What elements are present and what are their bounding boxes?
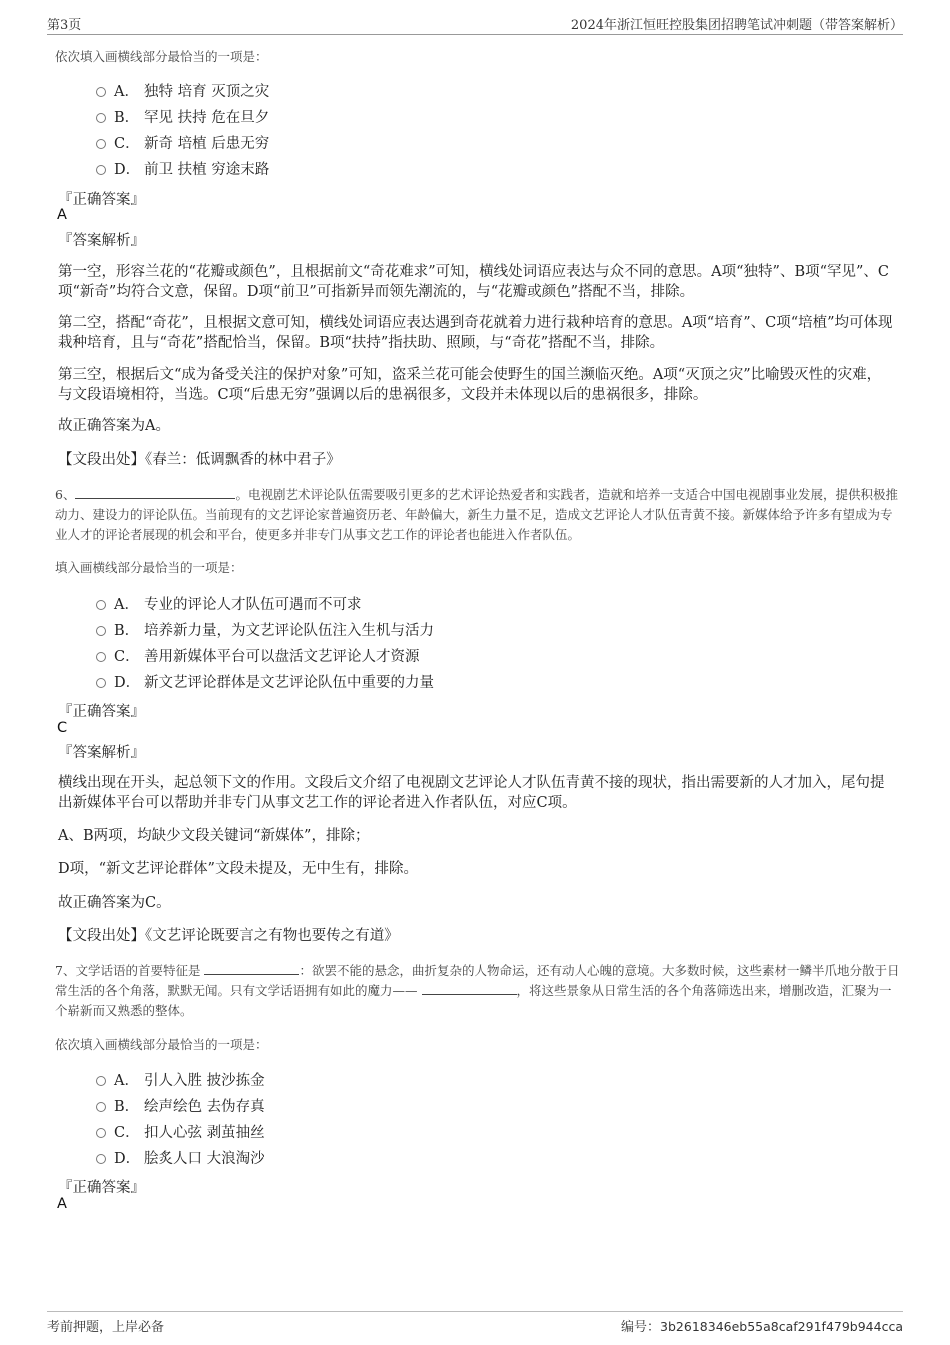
q5-option-b[interactable]: B． 罕见 扶持 危在旦夕	[96, 107, 269, 129]
q7-answer-label: 『正确答案』	[58, 1180, 145, 1196]
q5-option-c[interactable]: C． 新奇 培植 后患无穷	[96, 133, 269, 155]
q6-stem: 6、 。电视剧艺术评论队伍需要吸引更多的艺术评论热爱者和实践者，造就和培养一支适合中国电视剧事业发展，提供积极推动力、建设力的评论队伍。当前现有的文艺评论家普遍资历老、年龄偏大，新生力量不足，造成文艺评论人才队伍青黄不接。新媒体给予许多有望成为专业人才的评论者展现的机会和平台，使更多并非专门从事文艺工作的评论者也能进入作者队伍。	[55, 487, 898, 542]
fill-blank	[204, 962, 299, 975]
radio-icon[interactable]	[96, 1128, 106, 1138]
q7-option-b[interactable]: B． 绘声绘色 去伪存真	[96, 1096, 265, 1118]
page-footer	[47, 1311, 903, 1338]
radio-icon[interactable]	[96, 678, 106, 688]
radio-icon[interactable]	[96, 652, 106, 662]
page-number: 第3页	[47, 18, 82, 33]
q6-option-b[interactable]: B． 培养新力量，为文艺评论队伍注入生机与活力	[96, 620, 434, 642]
fill-blank	[422, 982, 517, 995]
q6-analysis-3: D项，“新文艺评论群体”文段未提及，无中生有，排除。	[58, 861, 418, 877]
q5-analysis-label: 『答案解析』	[58, 233, 145, 249]
q5-analysis-2: 第二空，搭配“奇花”，且根据文意可知，横线处词语应表达遇到奇花就着力进行栽种培育的意思。A项“培育”、C项“培植”均可体现栽种培育，且与“奇花”搭配恰当，保留。B项“扶持”指扶助、照顾，与“奇花”搭配不当，排除。	[58, 315, 893, 351]
q5-option-a[interactable]: A． 独特 培育 灭顶之灾	[96, 81, 269, 103]
radio-icon[interactable]	[96, 87, 106, 97]
q7-prompt: 依次填入画横线部分最恰当的一项是：	[55, 1037, 268, 1052]
q6-option-a[interactable]: A． 专业的评论人才队伍可遇而不可求	[96, 594, 362, 616]
radio-icon[interactable]	[96, 165, 106, 175]
radio-icon[interactable]	[96, 626, 106, 636]
page-header	[47, 12, 903, 35]
q6-option-c[interactable]: C． 善用新媒体平台可以盘活文艺评论人才资源	[96, 646, 420, 668]
radio-icon[interactable]	[96, 1154, 106, 1164]
q5-conclusion: 故正确答案为A。	[58, 418, 170, 434]
q5-source: 【文段出处】《春兰：低调飘香的林中君子》	[58, 452, 341, 468]
q6-source: 【文段出处】《文艺评论既要言之有物也要传之有道》	[58, 928, 399, 944]
q5-prompt: 依次填入画横线部分最恰当的一项是：	[55, 49, 268, 64]
document-code: 编号：3b2618346eb55a8caf291f479b944cca	[621, 1319, 903, 1335]
q5-answer: A	[57, 207, 67, 223]
document-title: 2024年浙江恒旺控股集团招聘笔试冲刺题（带答案解析）	[570, 18, 903, 33]
q5-option-d[interactable]: D． 前卫 扶植 穷途末路	[96, 159, 269, 181]
q6-answer: C	[57, 720, 68, 736]
q7-option-d[interactable]: D． 脍炙人口 大浪淘沙	[96, 1148, 265, 1170]
radio-icon[interactable]	[96, 600, 106, 610]
q6-prompt: 填入画横线部分最恰当的一项是：	[55, 560, 243, 575]
radio-icon[interactable]	[96, 1102, 106, 1112]
radio-icon[interactable]	[96, 1076, 106, 1086]
radio-icon[interactable]	[96, 113, 106, 123]
q5-analysis-1: 第一空，形容兰花的“花瓣或颜色”，且根据前文“奇花难求”可知，横线处词语应表达与众不同的意思。A项“独特”、B项“罕见”、C项“新奇”均符合文意，保留。D项“前卫”可指新异而领先潮流的，与“花瓣或颜色”搭配不当，排除。	[58, 264, 890, 300]
q7-option-c[interactable]: C． 扣人心弦 剥茧抽丝	[96, 1122, 265, 1144]
q6-analysis-1: 横线出现在开头，起总领下文的作用。文段后文介绍了电视剧文艺评论人才队伍青黄不接的现状，指出需要新的人才加入，尾句提出新媒体平台可以帮助并非专门从事文艺工作的评论者进入作者队伍，对应C项。	[58, 775, 885, 811]
q6-analysis-label: 『答案解析』	[58, 745, 145, 761]
q7-answer: A	[57, 1196, 67, 1212]
radio-icon[interactable]	[96, 139, 106, 149]
footer-slogan: 考前押题，上岸必备	[47, 1320, 165, 1335]
q7-stem: 7、文学话语的首要特征是 ：欲罢不能的悬念，曲折复杂的人物命运，还有动人心魄的意境。大多数时候，这些素材一鳞半爪地分散于日常生活的各个角落，默默无闻。只有文学话语拥有如此的魔力—— ，将这些景象从日常生活的各个角落筛选出来，增删改造，汇聚为一个崭新而又熟悉的整体。	[55, 963, 900, 1018]
q6-conclusion: 故正确答案为C。	[58, 895, 171, 911]
q6-option-d[interactable]: D． 新文艺评论群体是文艺评论队伍中重要的力量	[96, 672, 434, 694]
q5-analysis-3: 第三空，根据后文“成为备受关注的保护对象”可知，盗采兰花可能会使野生的国兰濒临灭绝。A项“灭顶之灾”比喻毁灭性的灾难，与文段语境相符，当选。C项“后患无穷”强调以后的患祸很多，文段并未体现以后的患祸很多，排除。	[58, 367, 882, 403]
q5-answer-label: 『正确答案』	[58, 192, 145, 208]
fill-blank	[75, 486, 235, 499]
q6-answer-label: 『正确答案』	[58, 704, 145, 720]
q7-option-a[interactable]: A． 引人入胜 披沙拣金	[96, 1070, 265, 1092]
q6-analysis-2: A、B两项，均缺少文段关键词“新媒体”，排除；	[58, 828, 370, 844]
